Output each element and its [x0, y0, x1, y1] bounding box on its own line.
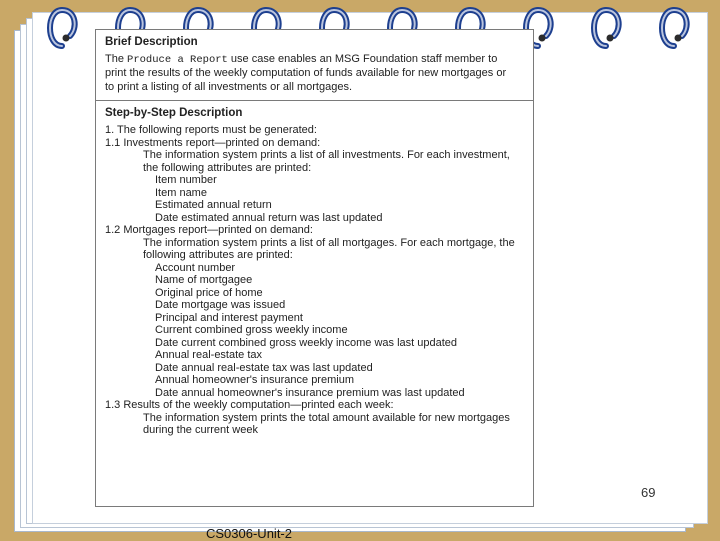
step-line: Original price of home — [155, 286, 263, 299]
footer-label: CS0306-Unit-2 — [206, 526, 292, 541]
step-line: Current combined gross weekly income — [155, 324, 348, 337]
step-line: Annual real-estate tax — [155, 349, 263, 362]
step-line: The information system prints the total amount available for new mortgages during the current week — [143, 411, 510, 437]
step-line: Estimated annual return — [155, 199, 272, 212]
use-case-document — [95, 29, 534, 507]
brief-description-heading: Brief Description — [105, 36, 198, 48]
step-line: 1.1 Investments report—printed on demand: — [105, 136, 321, 149]
step-line: Date annual real-estate tax was last updated — [155, 361, 373, 374]
brief-prefix: The — [105, 53, 124, 65]
step-by-step-section — [96, 101, 533, 443]
brief-description-section — [96, 30, 533, 101]
step-list — [105, 124, 524, 437]
step-line: Date current combined gross weekly income was last updated — [155, 336, 458, 349]
step-line: Annual homeowner's insurance premium — [155, 374, 354, 387]
step-line: 1.2 Mortgages report—printed on demand: — [105, 224, 313, 237]
step-line: The information system prints a list of all mortgages. For each mortgage, the following attributes are printed: — [143, 236, 515, 262]
step-line: Date estimated annual return was last updated — [155, 211, 383, 224]
spiral-ring-icon — [652, 2, 694, 52]
step-line: Account number — [155, 261, 236, 274]
step-line: Name of mortgagee — [155, 274, 253, 287]
step-line: 1. The following reports must be generated: — [105, 124, 317, 137]
step-line: 1.3 Results of the weekly computation—printed each week: — [105, 399, 394, 412]
step-line: Date mortgage was issued — [155, 299, 286, 312]
step-line: Item number — [155, 174, 217, 187]
slide-number: 69 — [641, 485, 656, 500]
step-line: Principal and interest payment — [155, 311, 303, 324]
brief-description-text — [105, 53, 515, 94]
spiral-ring-icon — [584, 2, 626, 52]
step-by-step-heading: Step-by-Step Description — [105, 107, 243, 120]
spiral-ring-icon — [40, 2, 82, 52]
step-line: The information system prints a list of all investments. For each investment, the following attributes are printed: — [143, 149, 510, 174]
brief-body: use case enables an MSG Foundation staff member to print the results of the weekly computation of funds available for new mortgages or to print a listing of all investments or all mortgages. — [105, 53, 507, 93]
step-line: Date annual homeowner's insurance premium was last updated — [155, 386, 465, 399]
step-line: Item name — [155, 186, 207, 199]
use-case-name: Produce a Report — [127, 54, 228, 66]
